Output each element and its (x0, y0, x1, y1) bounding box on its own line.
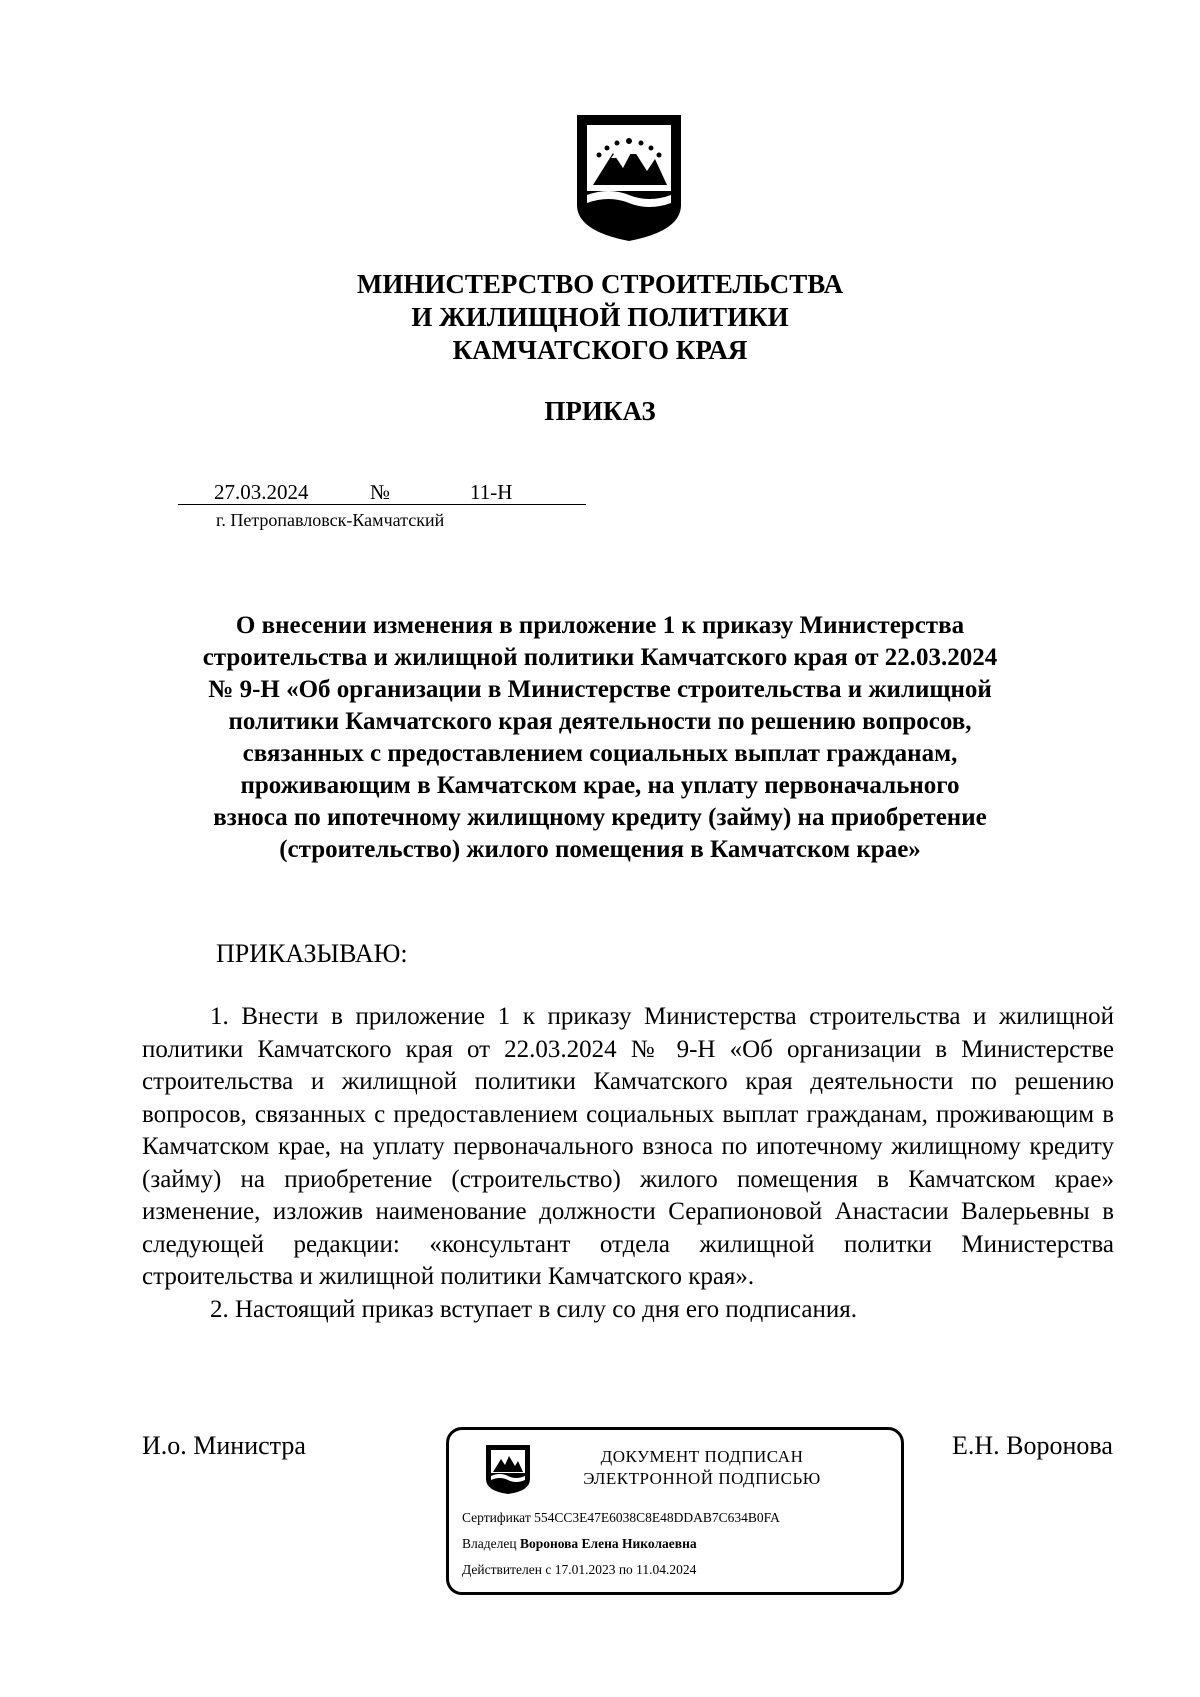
subject-line: О внесении изменения в приложение 1 к приказу Министерства (235, 612, 965, 639)
number-sign: № (370, 480, 391, 504)
doc-city: г. Петропавловск-Камчатский (216, 510, 445, 530)
doc-type: ПРИКАЗ (544, 396, 656, 426)
stamp-cert-label: Сертификат (462, 1510, 531, 1525)
stamp-valid-to-word: по (618, 1562, 633, 1577)
stamp-cert-value: 554CC3E47E6038C8E48DDAB7C634B0FA (534, 1510, 780, 1525)
coat-of-arms-icon (575, 113, 683, 243)
subject-line: (строительство) жилого помещения в Камчатском крае» (279, 836, 921, 863)
ministry-title-line: МИНИСТЕРСТВО СТРОИТЕЛЬСТВА (356, 269, 844, 299)
ministry-title-line: И ЖИЛИЩНОЙ ПОЛИТИКИ (411, 302, 789, 332)
body-paragraph-2: 2. Настоящий приказ вступает в силу со дня его подписания. (210, 1295, 858, 1323)
stamp-valid-from: 17.01.2023 (554, 1562, 616, 1577)
doc-number: 11-Н (470, 480, 513, 504)
ministry-title (0, 268, 1200, 367)
date-number-underline (178, 504, 586, 505)
subject-line: строительства и жилищной политики Камчатского края от 22.03.2024 (202, 644, 998, 671)
stamp-certificate (462, 1510, 780, 1526)
directive-word: ПРИКАЗЫВАЮ: (216, 939, 408, 968)
body-paragraph-1: 1. Внести в приложение 1 к приказу Министерства строительства и жилищной политики Камчатского края от 22.03.2024 № 9-Н «Об организации в Министерстве строительства и жилищной политики Камчатского края деятельности по решению вопросов, связанных с предоставлением социальных выплат гражданам, проживающим в Камчатском крае, на уплату первоначального взноса по ипотечному жилищному кредиту (займу) на приобретение (строительство) жилого помещения в Камчатском крае» изменение, изложив наименование должности Серапионовой Анастасии Валерьевны в следующей редакции: «консультант отдела жилищной политки Министерства строительства и жилищной политики Камчатского края». (142, 1003, 1114, 1290)
subject-line: № 9-Н «Об организации в Министерстве строительства и жилищной (208, 676, 992, 703)
stamp-validity (462, 1562, 696, 1578)
stamp-owner (462, 1536, 697, 1552)
stamp-owner-label: Владелец (462, 1536, 517, 1551)
stamp-owner-value: Воронова Елена Николаевна (519, 1536, 697, 1551)
stamp-valid-to: 11.04.2024 (636, 1562, 697, 1577)
doc-date: 27.03.2024 (214, 480, 309, 504)
stamp-title-line: ДОКУМЕНТ ПОДПИСАН (600, 1447, 804, 1466)
stamp-title (552, 1446, 852, 1490)
stamp-coat-of-arms-icon (484, 1443, 532, 1495)
signer-name: Е.Н. Воронова (952, 1431, 1113, 1460)
stamp-valid-label: Действителен (462, 1562, 542, 1577)
subject-line: политики Камчатского края деятельности по решению вопросов, (228, 708, 972, 735)
subject-line: связанных с предоставлением социальных выплат гражданам, (242, 740, 958, 767)
ministry-title-line: КАМЧАТСКОГО КРАЯ (452, 335, 748, 365)
stamp-title-line: ЭЛЕКТРОННОЙ ПОДПИСЬЮ (583, 1469, 821, 1488)
stamp-valid-from-word: с (545, 1562, 552, 1577)
signer-position: И.о. Министра (142, 1431, 306, 1460)
subject-line: проживающим в Камчатском крае, на уплату первоначального (240, 772, 960, 799)
doc-subject (0, 610, 1200, 866)
subject-line: взноса по ипотечному жилищному кредиту (займу) на приобретение (213, 804, 987, 831)
doc-body (142, 1001, 1114, 1326)
